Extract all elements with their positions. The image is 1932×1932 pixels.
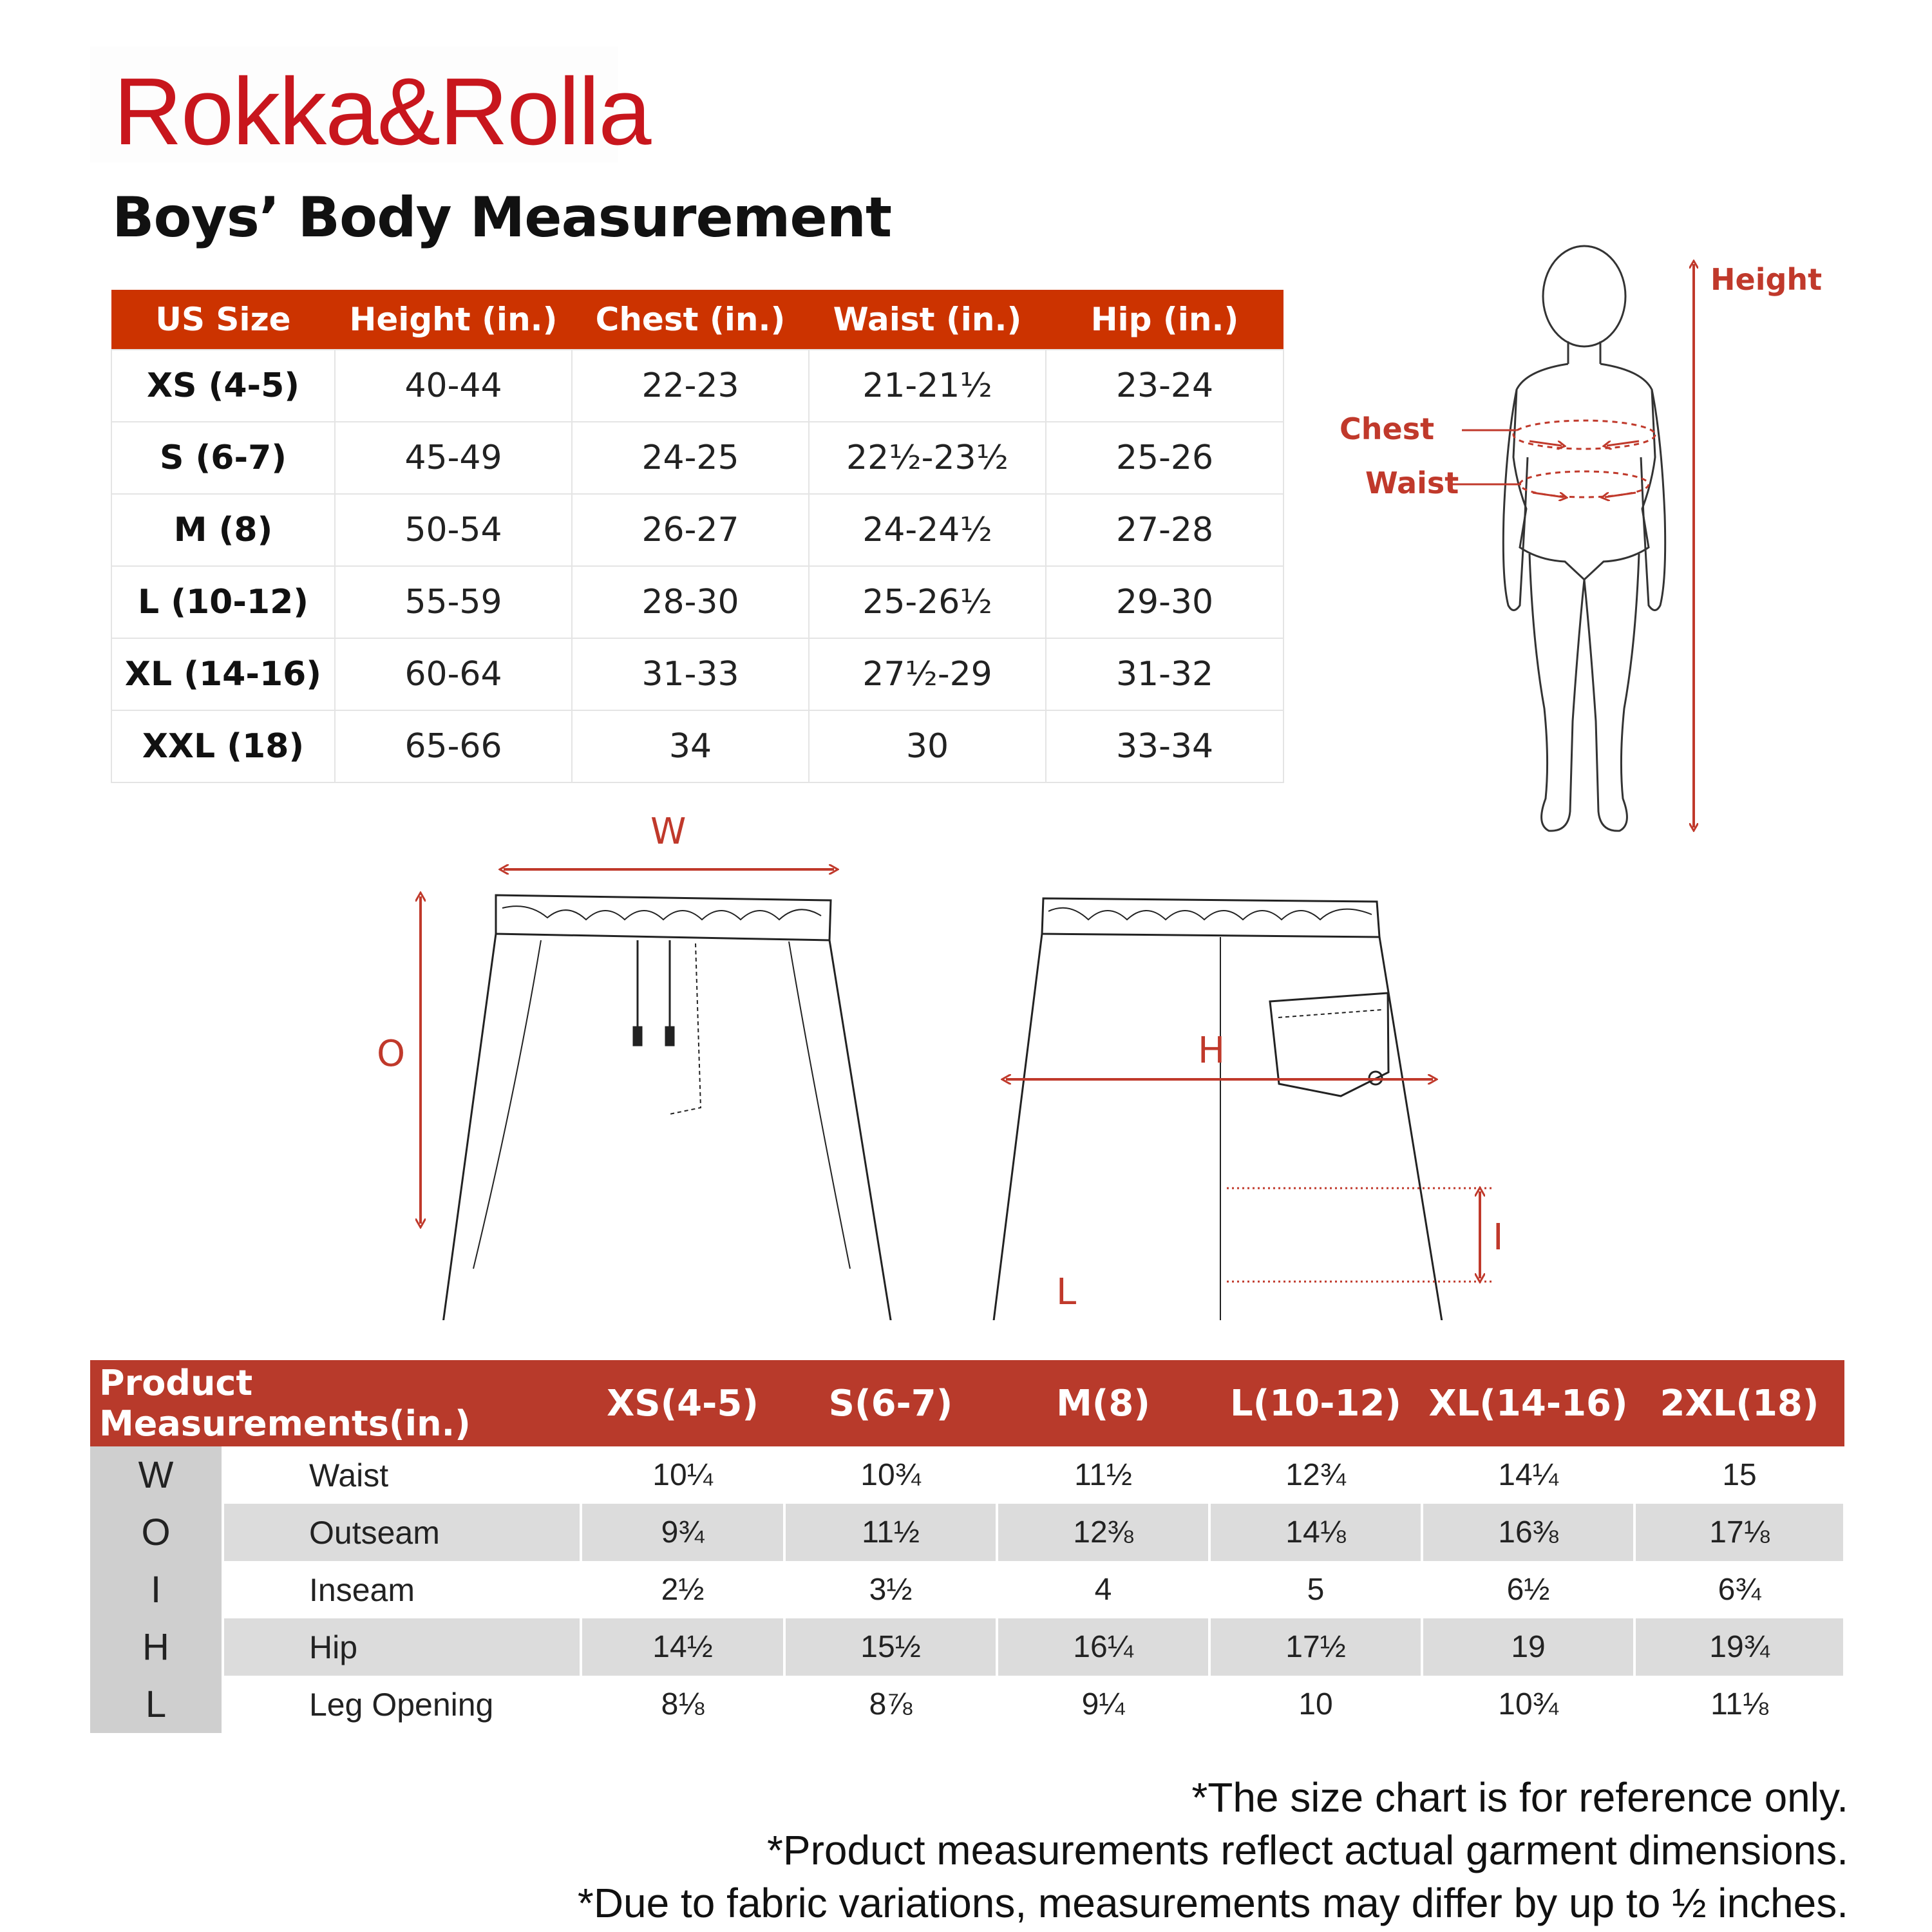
waist-cell: 30 [809, 710, 1046, 782]
measure-code: L [90, 1676, 223, 1733]
footnote: *Due to fabric variations, measurements may differ by up to ½ inches. [577, 1880, 1848, 1926]
waist-cell: 22½-23½ [809, 422, 1046, 494]
measure-value: 19¾ [1634, 1618, 1844, 1676]
measure-code: H [90, 1618, 223, 1676]
header-chest: Chest (in.) [572, 290, 809, 350]
size-cell: XXL (18) [111, 710, 335, 782]
header-size: M(8) [997, 1360, 1209, 1446]
table-row [90, 1676, 1844, 1733]
brand-logo [90, 46, 650, 165]
size-cell: XL (14-16) [111, 638, 335, 710]
header-size: 2XL(18) [1634, 1360, 1844, 1446]
table-row [90, 1561, 1844, 1618]
measure-value: 10¼ [581, 1446, 784, 1504]
measure-value: 10¾ [1422, 1676, 1634, 1733]
header-hip: Hip (in.) [1046, 290, 1283, 350]
height-cell: 65-66 [335, 710, 572, 782]
footnotes [578, 1771, 1848, 1929]
measure-value: 2½ [581, 1561, 784, 1618]
measure-value: 17½ [1209, 1618, 1422, 1676]
hip-cell: 29-30 [1046, 566, 1283, 638]
child-silhouette [1503, 246, 1665, 831]
header-us-size: US Size [111, 290, 335, 350]
measure-value: 9¼ [997, 1676, 1209, 1733]
chest-cell: 24-25 [572, 422, 809, 494]
shorts-front [435, 895, 902, 1320]
table-row [111, 494, 1283, 566]
header-height: Height (in.) [335, 290, 572, 350]
measure-value: 11½ [997, 1446, 1209, 1504]
product-measurement-table [90, 1360, 1846, 1733]
height-cell: 60-64 [335, 638, 572, 710]
measure-value: 12⅜ [997, 1504, 1209, 1561]
chest-label: Chest [1340, 412, 1435, 446]
footnote: *The size chart is for reference only. [1191, 1774, 1848, 1821]
waist-cell: 21-21½ [809, 350, 1046, 422]
measure-value: 4 [997, 1561, 1209, 1618]
hip-cell: 33-34 [1046, 710, 1283, 782]
measure-name: Hip [223, 1618, 581, 1676]
table-row [111, 566, 1283, 638]
table-row [111, 638, 1283, 710]
measure-value: 14⅛ [1209, 1504, 1422, 1561]
measure-value: 15½ [784, 1618, 997, 1676]
label-i: I [1493, 1217, 1504, 1258]
table-row [111, 350, 1283, 422]
brand-name: Rokka&Rolla [113, 59, 650, 165]
hip-cell: 25-26 [1046, 422, 1283, 494]
measure-code: O [90, 1504, 223, 1561]
table-row [111, 422, 1283, 494]
body-table-header [111, 290, 1283, 350]
measure-value: 15 [1634, 1446, 1844, 1504]
measure-value: 6½ [1422, 1561, 1634, 1618]
measure-code: I [90, 1561, 223, 1618]
waist-label: Waist [1365, 466, 1459, 500]
size-cell: M (8) [111, 494, 335, 566]
measure-value: 8⅞ [784, 1676, 997, 1733]
table-row [90, 1446, 1844, 1504]
waist-cell: 25-26½ [809, 566, 1046, 638]
measure-code: W [90, 1446, 223, 1504]
hip-cell: 31-32 [1046, 638, 1283, 710]
hip-cell: 23-24 [1046, 350, 1283, 422]
label-l: L [1056, 1271, 1077, 1313]
measure-value: 11⅛ [1634, 1676, 1844, 1733]
measure-value: 12¾ [1209, 1446, 1422, 1504]
height-label: Height [1710, 262, 1823, 297]
chest-cell: 22-23 [572, 350, 809, 422]
measure-name: Outseam [223, 1504, 581, 1561]
chest-cell: 34 [572, 710, 809, 782]
measure-value: 3½ [784, 1561, 997, 1618]
chest-cell: 28-30 [572, 566, 809, 638]
table-row [90, 1504, 1844, 1561]
header-size: S(6-7) [784, 1360, 997, 1446]
measure-value: 19 [1422, 1618, 1634, 1676]
waist-cell: 24-24½ [809, 494, 1046, 566]
measure-name: Waist [223, 1446, 581, 1504]
measure-value: 6¾ [1634, 1561, 1844, 1618]
label-h: H [1198, 1030, 1226, 1072]
height-cell: 50-54 [335, 494, 572, 566]
measure-value: 5 [1209, 1561, 1422, 1618]
hip-cell: 27-28 [1046, 494, 1283, 566]
chest-cell: 26-27 [572, 494, 809, 566]
table-row [90, 1618, 1844, 1676]
height-cell: 45-49 [335, 422, 572, 494]
body-figure-diagram [1320, 245, 1835, 850]
measure-name: Inseam [223, 1561, 581, 1618]
size-cell: XS (4-5) [111, 350, 335, 422]
product-table-header [90, 1360, 1844, 1446]
header-product-measurements: Product Measurements(in.) [90, 1360, 581, 1446]
chest-cell: 31-33 [572, 638, 809, 710]
measure-value: 8⅛ [581, 1676, 784, 1733]
header-size: XS(4-5) [581, 1360, 784, 1446]
measure-value: 14¼ [1422, 1446, 1634, 1504]
height-cell: 40-44 [335, 350, 572, 422]
size-cell: S (6-7) [111, 422, 335, 494]
size-cell: L (10-12) [111, 566, 335, 638]
table-row [111, 710, 1283, 782]
measure-value: 16⅜ [1422, 1504, 1634, 1561]
measure-value: 10 [1209, 1676, 1422, 1733]
shorts-diagram [361, 805, 1520, 1320]
header-waist: Waist (in.) [809, 290, 1046, 350]
header-size: XL(14-16) [1422, 1360, 1634, 1446]
label-o: O [377, 1033, 406, 1075]
measure-value: 10¾ [784, 1446, 997, 1504]
height-cell: 55-59 [335, 566, 572, 638]
footnote: *Product measurements reflect actual garment dimensions. [767, 1827, 1848, 1873]
measure-value: 16¼ [997, 1618, 1209, 1676]
measure-value: 9¾ [581, 1504, 784, 1561]
measure-value: 17⅛ [1634, 1504, 1844, 1561]
waist-cell: 27½-29 [809, 638, 1046, 710]
header-size: L(10-12) [1209, 1360, 1422, 1446]
page-title: Boys’ Body Measurement [112, 185, 892, 250]
measure-value: 11½ [784, 1504, 997, 1561]
label-w: W [650, 811, 687, 853]
shorts-back [985, 898, 1452, 1320]
measure-value: 14½ [581, 1618, 784, 1676]
measure-name: Leg Opening [223, 1676, 581, 1733]
body-measurement-table [111, 290, 1284, 783]
